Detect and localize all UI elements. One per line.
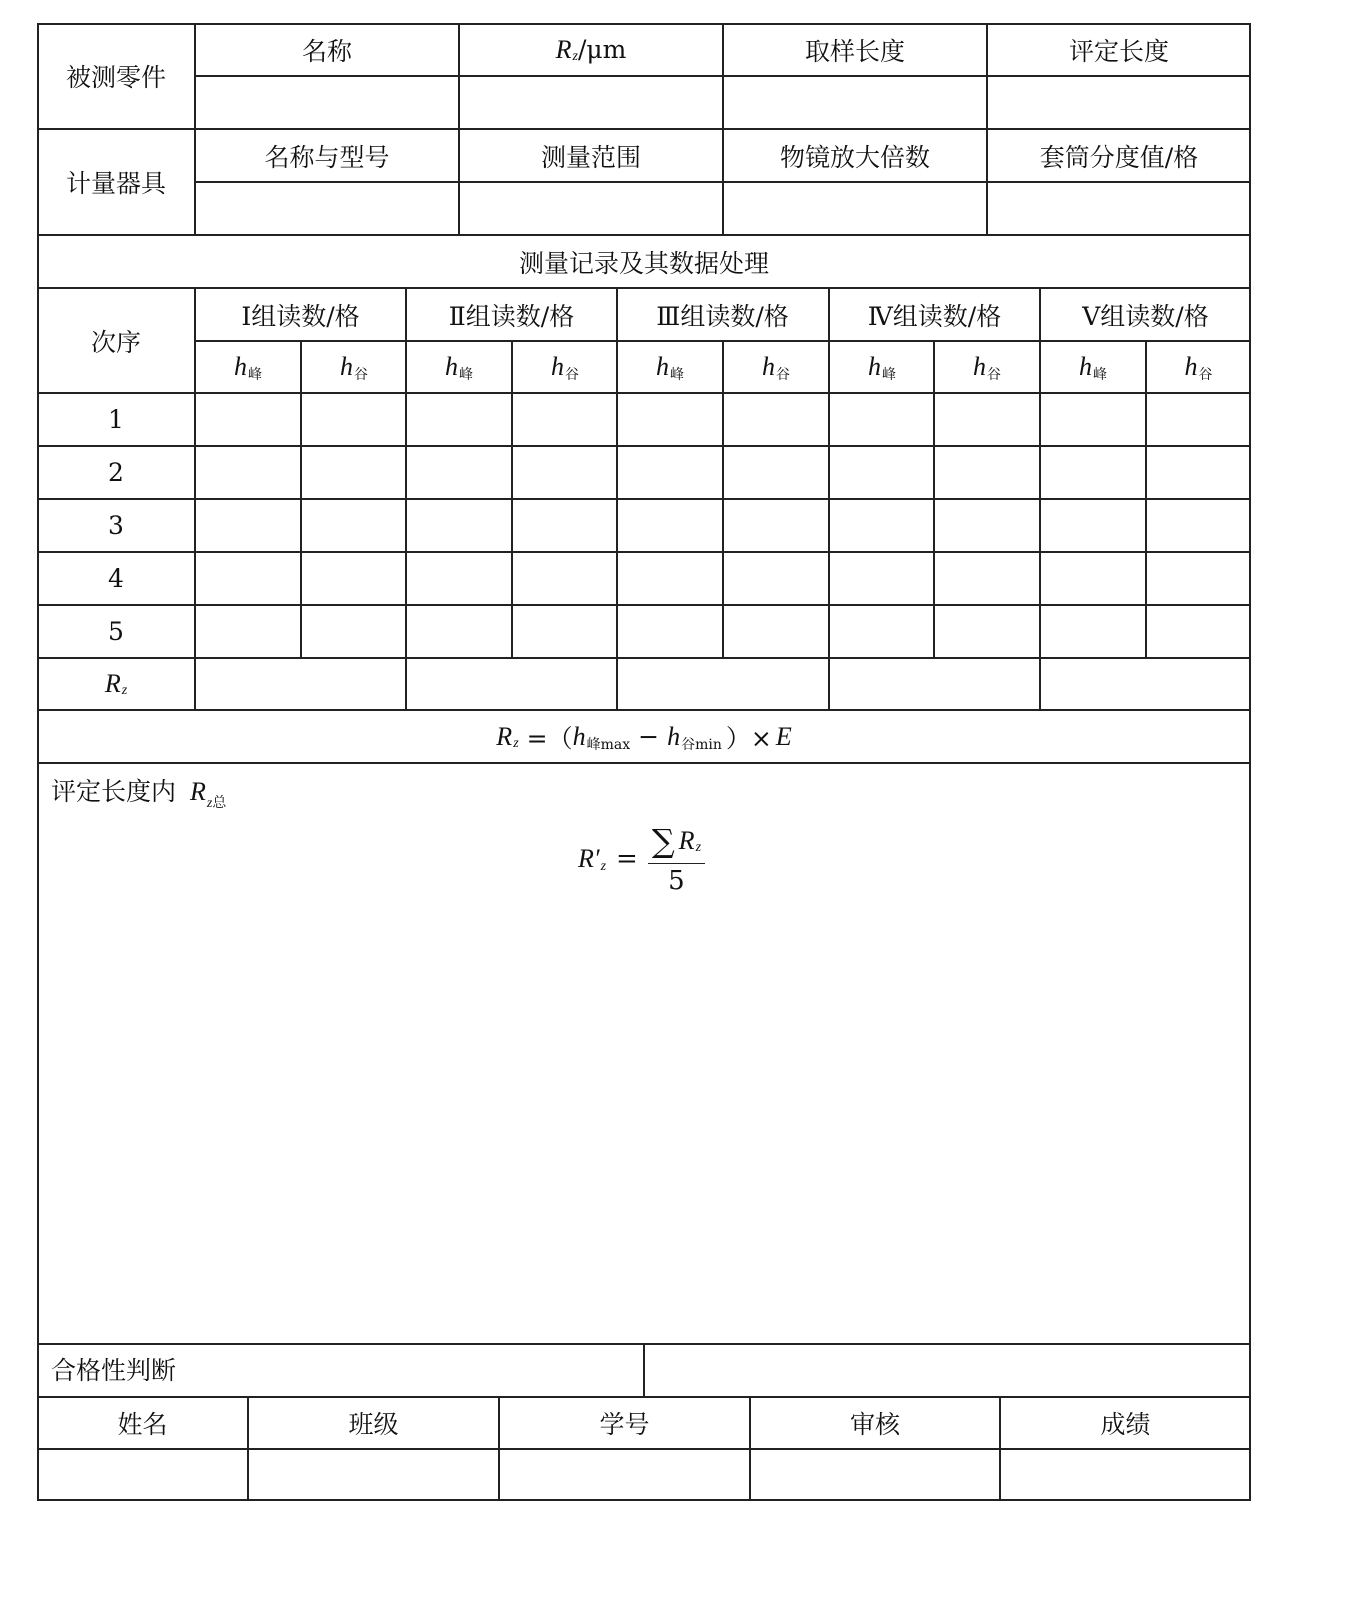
reading-cell[interactable] [408,500,510,550]
row-number-4: 4 [108,564,124,593]
reading-cell[interactable] [1042,394,1144,444]
average-formula [578,822,705,896]
instrument-label: 计量器具 [65,169,166,198]
average-lhs: R′ [578,844,600,873]
h-peak-header [617,341,723,393]
reading-cell[interactable] [619,447,721,497]
rz-value-cell[interactable] [197,659,404,708]
instrument-value-model[interactable] [195,182,459,235]
valley-subscript: 谷 [354,367,368,383]
instrument-value-division[interactable] [987,182,1251,235]
instrument-value-range[interactable] [459,182,723,235]
footer-name-value[interactable] [39,1450,247,1500]
reading-cell[interactable] [619,500,721,550]
h-symbol: h [1184,352,1198,381]
reading-cell[interactable] [197,394,299,444]
instrument-header-model: 名称与型号 [264,142,390,172]
evaluation-label-text: 评定长度内 [51,777,177,806]
footer-review-value[interactable] [751,1450,999,1500]
h-valley-header [512,341,618,393]
group-2-header: Ⅱ组读数/格 [448,301,575,331]
sigma-symbol: ∑ [651,822,675,860]
denominator: 5 [668,866,685,896]
footer-class-header: 班级 [348,1410,399,1439]
valley-subscript: 谷 [776,367,790,383]
h-peak-header [195,341,301,393]
part-header-name: 名称 [301,36,352,66]
h-peak-header [406,341,512,393]
footer-student-id-value[interactable] [500,1450,749,1500]
h-symbol: h [234,352,247,381]
average-eq: = [616,844,638,874]
reading-cell[interactable] [1148,500,1250,550]
reading-cell[interactable] [725,394,827,444]
reading-cell[interactable] [303,394,405,444]
reading-cell[interactable] [1148,394,1250,444]
h-valley-header [934,341,1040,393]
evaluation-work-area[interactable] [39,900,1249,1340]
reading-cell[interactable] [936,553,1038,603]
formula-h1-sub: 峰max [586,736,631,753]
average-lhs-sub: z [600,859,607,874]
reading-cell[interactable] [1042,500,1144,550]
reading-cell[interactable] [303,500,405,550]
group-1-header: Ⅰ组读数/格 [241,301,360,331]
reading-cell[interactable] [303,447,405,497]
reading-cell[interactable] [725,447,827,497]
rz-formula [37,710,1251,763]
reading-cell[interactable] [831,553,933,603]
reading-cell[interactable] [936,500,1038,550]
footer-class-value[interactable] [249,1450,498,1500]
part-value-sampling-length[interactable] [723,76,987,129]
instrument-header-division: 套筒分度值/格 [1039,142,1199,172]
h-valley-header [1146,341,1251,393]
valley-subscript: 谷 [565,367,579,383]
formula-lhs: R [496,721,513,751]
evaluation-label [51,772,227,811]
reading-cell[interactable] [936,447,1038,497]
h-symbol: h [445,352,458,381]
reading-cell[interactable] [514,606,616,656]
instrument-header-magnification: 物镜放大倍数 [779,142,930,172]
valley-subscript: 谷 [987,367,1001,383]
h-peak-header [829,341,935,393]
reading-cell[interactable] [408,553,510,603]
peak-subscript: 峰 [248,367,262,383]
reading-cell[interactable] [514,394,616,444]
reading-cell[interactable] [514,553,616,603]
footer-name-header: 姓名 [117,1410,168,1439]
group-4-header: Ⅳ组读数/格 [867,301,1002,331]
reading-cell[interactable] [303,553,405,603]
part-header-rz: R z /μm [555,34,627,64]
h-symbol: h [762,352,775,381]
part-value-name[interactable] [195,76,459,129]
judgment-value[interactable] [645,1345,1249,1396]
part-header-sampling-length: 取样长度 [804,36,905,66]
reading-cell[interactable] [936,606,1038,656]
peak-subscript: 峰 [1093,367,1107,383]
instrument-header-range: 测量范围 [540,142,641,172]
reading-cell[interactable] [831,500,933,550]
footer-review-header: 审核 [849,1410,900,1439]
reading-cell[interactable] [619,606,721,656]
formula-e: E [775,721,792,751]
h-valley-header [301,341,407,393]
reading-cell[interactable] [831,394,933,444]
evaluation-r: R [189,777,206,806]
h-peak-header [1040,341,1146,393]
formula-h1: h [572,721,586,751]
part-header-evaluation-length: 评定长度 [1068,36,1169,66]
instrument-value-magnification[interactable] [723,182,987,235]
footer-student-id-header: 学号 [599,1410,650,1439]
reading-cell[interactable] [619,553,721,603]
formula-eq: =（ [526,723,573,753]
peak-subscript: 峰 [882,367,896,383]
reading-cell[interactable] [831,606,933,656]
row-number-5: 5 [108,617,124,646]
reading-cell[interactable] [408,447,510,497]
order-label: 次序 [90,327,141,357]
formula-tail: ）× [725,723,772,753]
group-5-header: Ⅴ组读数/格 [1082,301,1209,331]
formula-lhs-sub: z [513,735,519,751]
rz-value-cell[interactable] [619,659,826,708]
reading-cell[interactable] [1042,606,1144,656]
h-symbol: h [868,352,881,381]
formula-h2-sub: 谷min [681,736,722,753]
reading-cell[interactable] [725,553,827,603]
h-symbol: h [973,352,986,381]
reading-cell[interactable] [197,553,299,603]
reading-cell[interactable] [514,500,616,550]
reading-cell[interactable] [725,606,827,656]
numerator-r: R [678,826,695,855]
part-label: 被测零件 [65,63,166,92]
reading-cell[interactable] [936,394,1038,444]
group-3-header: Ⅲ组读数/格 [656,301,789,331]
reading-cell[interactable] [514,447,616,497]
reading-cell[interactable] [197,606,299,656]
numerator-sub: z [695,840,702,855]
footer-grade-value[interactable] [1001,1450,1249,1500]
evaluation-r-sub-z: z [206,796,213,811]
rz-row-label-sub: z [121,683,128,698]
reading-cell[interactable] [1042,447,1144,497]
rz-row-label-main: R [104,669,121,698]
reading-cell[interactable] [408,394,510,444]
reading-cell[interactable] [725,500,827,550]
rz-value-cell[interactable] [831,659,1038,708]
reading-cell[interactable] [197,500,299,550]
part-value-evaluation-length[interactable] [987,76,1251,129]
record-title: 测量记录及其数据处理 [518,248,769,278]
h-symbol: h [551,352,564,381]
h-symbol: h [340,352,353,381]
judgment-label: 合格性判断 [51,1356,177,1385]
row-number-3: 3 [108,511,124,540]
reading-cell[interactable] [619,394,721,444]
peak-subscript: 峰 [670,367,684,383]
h-symbol: h [656,352,669,381]
reading-cell[interactable] [1148,447,1250,497]
part-value-rz[interactable] [459,76,723,129]
row-number-2: 2 [108,458,124,487]
reading-cell[interactable] [197,447,299,497]
reading-cell[interactable] [1148,606,1250,656]
reading-cell[interactable] [1148,553,1250,603]
footer-grade-header: 成绩 [1100,1410,1151,1439]
formula-h2: h [667,721,681,751]
average-fraction [648,822,705,896]
peak-subscript: 峰 [459,367,473,383]
h-valley-header [723,341,829,393]
formula-minus: − [638,722,660,751]
reading-cell[interactable] [831,447,933,497]
h-symbol: h [1079,352,1092,381]
valley-subscript: 谷 [1198,367,1213,383]
reading-cell[interactable] [1042,553,1144,603]
row-number-1: 1 [108,405,124,434]
evaluation-r-sub-total: 总 [212,795,227,811]
reading-cell[interactable] [303,606,405,656]
rz-value-cell[interactable] [408,659,615,708]
rz-row-label [37,658,195,710]
reading-cell[interactable] [408,606,510,656]
rz-value-cell[interactable] [1042,659,1249,708]
